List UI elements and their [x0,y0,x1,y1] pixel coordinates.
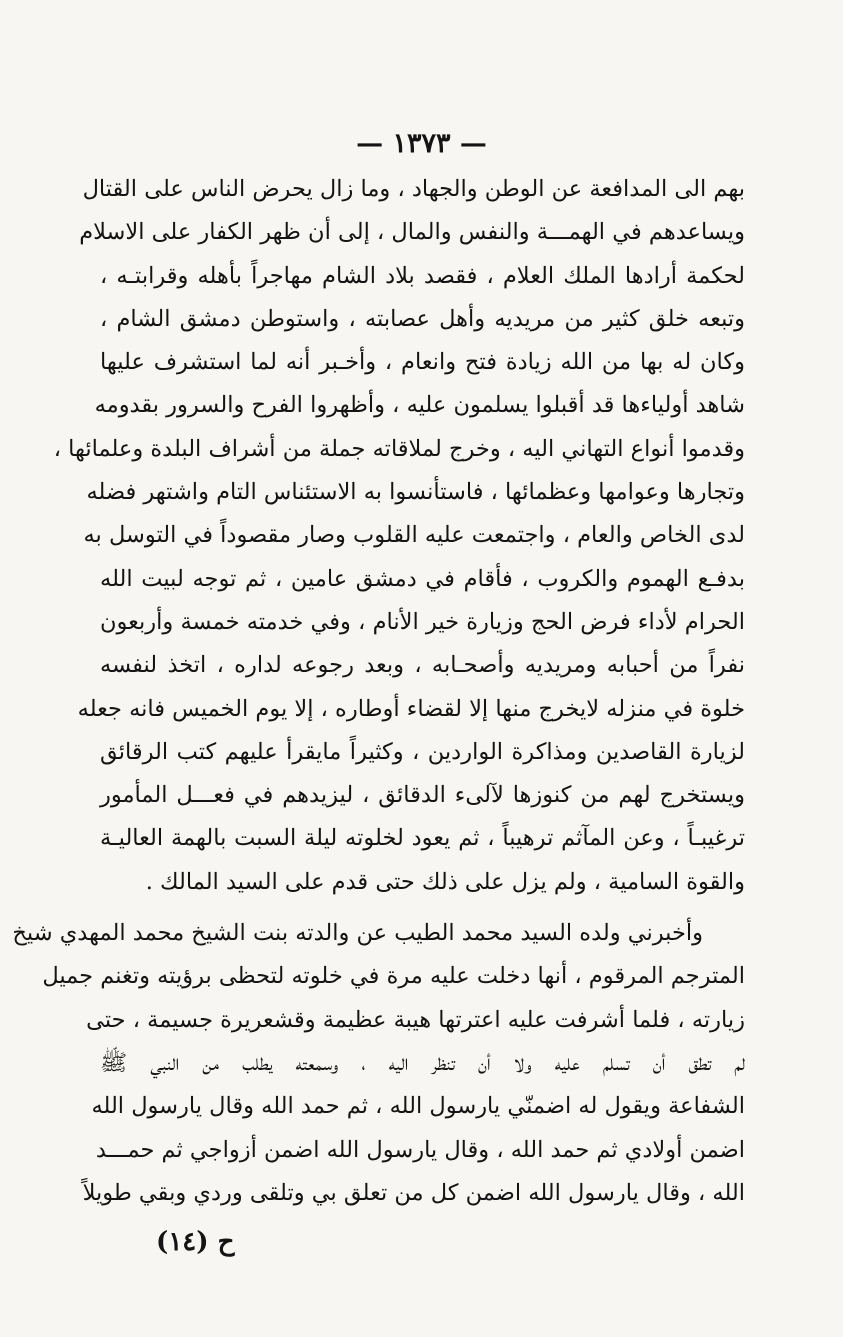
text-line: خلوة في منزله لايخرج منها إلا لقضاء أوطاره ، إلا يوم الخميس فانه جعله [77,695,745,722]
text-line: ترغيبـاً ، وعن المآثم ترهيباً ، ثم يعود لخلوته ليلة السبت بالهمة العاليـة [100,825,745,852]
text-line: الله ، وقال يارسول الله اضمن كل من تعلق بي وتلقى وردي وبقي طويلاً [82,1179,745,1206]
text-line: وكان له بها من الله زيادة فتح وانعام ، وأخـبر أنه لما استشرف عليها [100,349,745,376]
text-line: وتبعه خلق كثير من مريديه وأهل عصابته ، واستوطن دمشق الشام ، [100,305,745,332]
text-line: بدفـع الهموم والكروب ، فأقام في دمشق عامين ، ثم توجه لبيت الله [100,565,745,592]
body-text [12,168,745,1215]
text-line: وتجارها وعوامها وعظمائها ، فاستأنسوا به الاستئناس التام واشتهر فضله [86,479,745,506]
text-line: اضمن أولادي ثم حمد الله ، وقال يارسول الله اضمن أزواجي ثم حمـــد [95,1136,745,1163]
text-line: وأخبرني ولده السيد محمد الطيب عن والدته بنت الشيخ محمد المهدي شيخ [12,920,703,947]
text-line: بهم الى المدافعة عن الوطن والجهاد ، وما زال يحرض الناس على القتال [82,176,745,202]
paragraph-gap [100,904,745,912]
text-line: لحكمة أرادها الملك العلام ، فقصد بلاد الشام مهاجراً بأهله وقرابتـه ، [100,262,745,289]
text-line: شاهد أولياءها قد أقبلوا يسلمون عليه ، وأظهروا الفرح والسرور بقدومه [94,392,745,419]
text-line: الحرام لأداء فرض الحج وزيارة خير الأنام ، وفي خدمته خمسة وأربعون [100,608,745,635]
text-line: لدى الخاص والعام ، واجتمعت عليه القلوب وصار مقصوداً في التوسل به [83,522,745,549]
text-line: نفراً من أحبابه ومريديه وأصحـابه ، وبعد رجوعه لداره ، اتخذ لنفسه [100,652,745,679]
page-number: — ١٣٧٣ — [356,128,487,159]
printer-signature-mark: ح (١٤) [156,1227,235,1257]
text-line: ويستخرج لهم من كنوزها لآلىء الدقائق ، ليزيدهم في فعـــل المأمور [100,782,745,809]
text-line: المترجم المرقوم ، أنها دخلت عليه مرة في خلوته لتحظى برؤيته وتغنم جميل [42,963,745,990]
text-line: لزيارة القاصدين ومذاكرة الواردين ، وكثيراً مايقرأ عليهم كتب الرقائق [100,738,745,765]
text-line: والقوة السامية ، ولم يزل على ذلك حتى قدم على السيد المالك . [145,868,745,895]
text-line: ويساعدهم في الهمـــة والنفس والمال ، إلى أن ظهر الكفار على الاسلام [79,219,745,246]
text-line: وقدموا أنواع التهاني اليه ، وخرج لملاقاته جملة من أشراف البلدة وعلمائها ، [53,435,745,462]
text-line: لم تطق أن تسلم عليه ولا أن تنظر اليه ، وسمعته يطلب من النبي ﷺ [100,1049,745,1076]
text-line: زيارته ، فلما أشرفت عليه اعترتها هيبة عظيمة وقشعريرة جسيمة ، حتى [86,1006,745,1033]
text-line: الشفاعة ويقول له اضمنّي يارسول الله ، ثم حمد الله وقال يارسول الله [91,1093,745,1120]
